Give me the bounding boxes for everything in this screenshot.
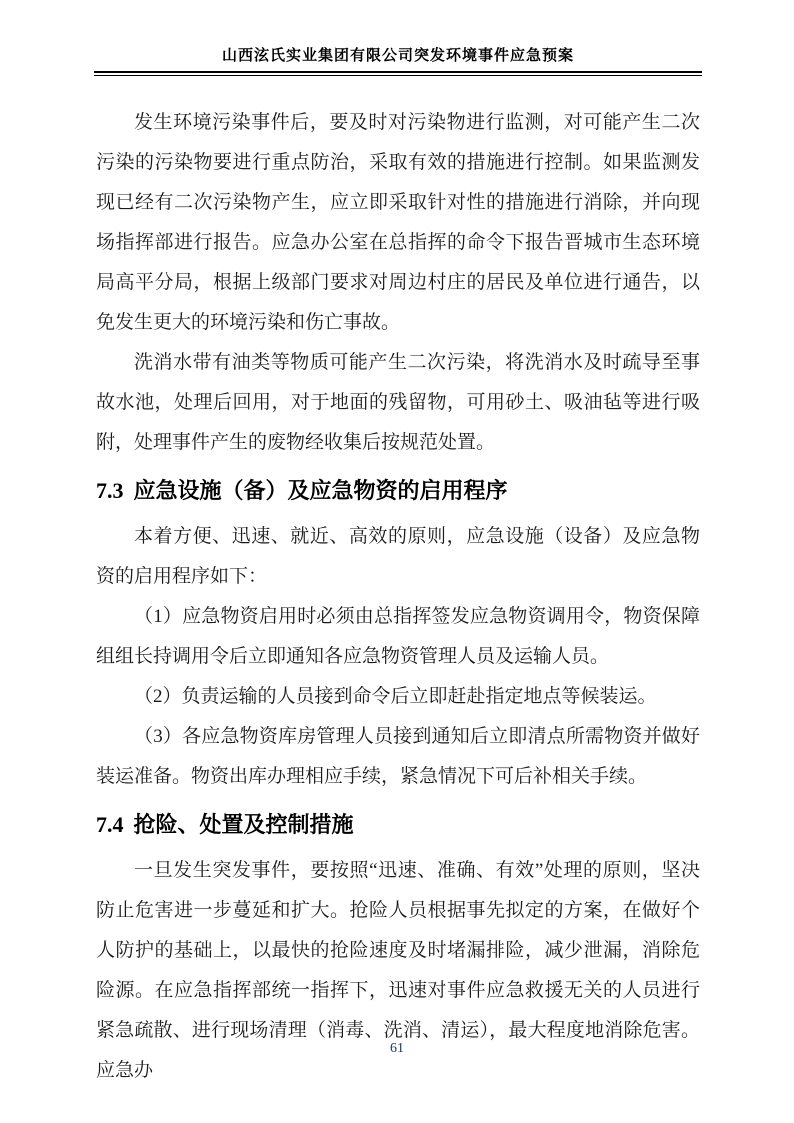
document-body bbox=[96, 103, 700, 1091]
section-number-7-3: 7.3 bbox=[96, 478, 124, 503]
paragraph-7-4-rescue: 一旦发生突发事件，要按照“迅速、准确、有效”处理的原则，坚决防止危害进一步蔓延和扩大。抢险人员根据事先拟定的方案，在做好个人防护的基础上，以最快的抢险速度及时堵漏排险，减少泄漏，消除危险源。在应急指挥部统一指挥下，迅速对事件应急救援无关的人员进行紧急疏散、进行现场清理（消毒、洗消、清运），最大程度地消除危害。应急办 bbox=[96, 860, 700, 1081]
header-title: 山西泫氏实业集团有限公司突发环境事件应急预案 bbox=[221, 48, 574, 64]
paragraph-7-3-intro: 本着方便、迅速、就近、高效的原则，应急设施（设备）及应急物资的启用程序如下： bbox=[96, 526, 700, 587]
section-number-7-4: 7.4 bbox=[96, 812, 124, 837]
list-item-2: （2）负责运输的人员接到命令后立即赶赴指定地点等候装运。 bbox=[134, 686, 657, 707]
page-header bbox=[94, 46, 702, 76]
section-title-7-3: 应急设施（备）及应急物资的启用程序 bbox=[133, 478, 508, 503]
header-double-rule bbox=[94, 71, 702, 76]
section-title-7-4: 抢险、处置及控制措施 bbox=[133, 812, 354, 837]
page-footer bbox=[0, 1039, 794, 1057]
section-heading-7-4 bbox=[96, 802, 700, 848]
section-heading-7-3 bbox=[96, 468, 700, 514]
list-item-1: （1）应急物资启用时必须由总指挥签发应急物资调用令，物资保障组组长持调用令后立即通知各应急物资管理人员及运输人员。 bbox=[96, 606, 700, 667]
paragraph-pollution-monitoring: 发生环境污染事件后，要及时对污染物进行监测，对可能产生二次污染的污染物要进行重点防治，采取有效的措施进行控制。如果监测发现已经有二次污染物产生，应立即采取针对性的措施进行消除，并向现场指挥部进行报告。应急办公室在总指挥的命令下报告晋城市生态环境局高平分局，根据上级部门要求对周边村庄的居民及单位进行通告，以免发生更大的环境污染和伤亡事故。 bbox=[96, 112, 700, 333]
paragraph-wash-water: 洗消水带有油类等物质可能产生二次污染，将洗消水及时疏导至事故水池，处理后回用，对于地面的残留物，可用砂土、吸油毡等进行吸附，处理事件产生的废物经收集后按规范处置。 bbox=[96, 352, 700, 453]
list-item-3: （3）各应急物资库房管理人员接到通知后立即清点所需物资并做好装运准备。物资出库办理相应手续，紧急情况下可后补相关手续。 bbox=[96, 726, 700, 787]
page-number: 61 bbox=[390, 1041, 404, 1056]
